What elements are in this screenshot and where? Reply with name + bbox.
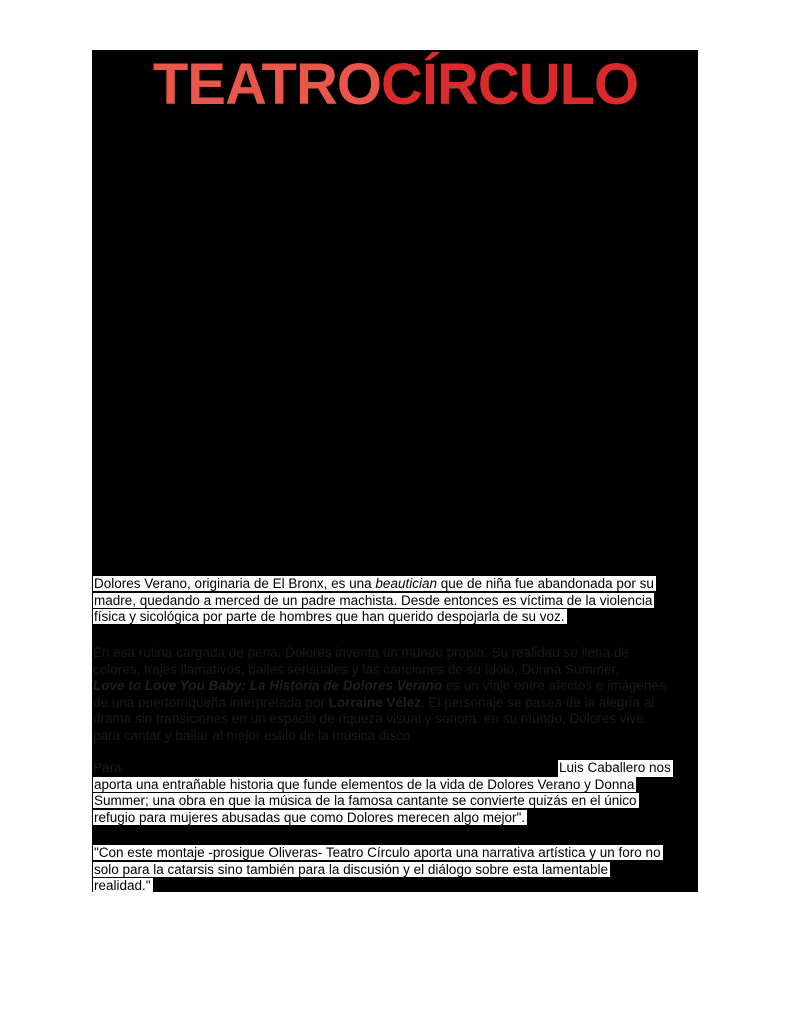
p1-line1a: Dolores Verano, originaria de El Bronx, es una <box>94 576 376 591</box>
p2-line2: colores, trajes llamativos, bailes sensuales y las canciones de su ídolo, Donna Summer. <box>93 661 620 677</box>
p1-beautician: beautician <box>375 576 437 591</box>
p2-title: Love to Love You Baby: La Historia de Dolores Verano <box>93 678 443 693</box>
p3-luis-caballero: Luis Caballero nos <box>559 760 671 775</box>
p3-line3: Summer; una obra en que la música de la famosa cantante se convierte quizás en el único <box>94 793 637 808</box>
p4-line3: realidad." <box>94 878 151 893</box>
paragraph-4 <box>93 845 699 895</box>
p3-line4: refugio para mujeres abusadas que como Dolores merecen algo mejor". <box>94 809 526 825</box>
p2-line4c: . El personaje se pasea de la alegría al <box>420 694 655 710</box>
paragraph-1 <box>93 576 699 626</box>
p2-line4a: de una puertorriqueña interpretada por <box>93 694 329 710</box>
p1-line2: madre, quedando a merced de un padre machista. Desde entonces es víctima de la violencia <box>94 592 653 608</box>
p4-line2: solo para la catarsis sino también para la discusión y el diálogo sobre esta lamentable <box>94 861 609 877</box>
p2-line6: para cantar y bailar al mejor estilo de la música disco. <box>93 727 415 743</box>
p3-line2: aporta una entrañable historia que funde elementos de la vida de Dolores Verano y Donna <box>94 776 635 792</box>
p1-line3: física y sicológica por parte de hombres que han querido despojarla de su voz. <box>94 609 565 624</box>
p3-para: Para <box>93 760 122 775</box>
p2-line1: En esa rutina cargada de pena, Dolores inventa un mundo propio. Su realidad se llena de <box>93 645 629 660</box>
p4-line1: "Con este montaje -prosigue Oliveras- Teatro Círculo aporta una narrativa artística y un foro no <box>94 845 661 860</box>
logo-word-circulo: CÍRCULO <box>380 52 639 117</box>
paragraph-3 <box>93 760 699 826</box>
p2-line5: drama sin transiciones en un espacio de riqueza visual y sonora: en su mundo, Dolores vive <box>93 711 644 726</box>
paragraph-2 <box>93 645 699 744</box>
p1-line1b: que de niña fue abandonada por su <box>436 576 654 591</box>
teatro-circulo-logo <box>0 52 791 118</box>
logo-word-teatro: TEATRO <box>152 52 381 117</box>
p2-line3: es un viaje entre afectos e imágenes <box>442 678 666 693</box>
p2-lorraine: Lorraine Vélez <box>328 694 421 710</box>
